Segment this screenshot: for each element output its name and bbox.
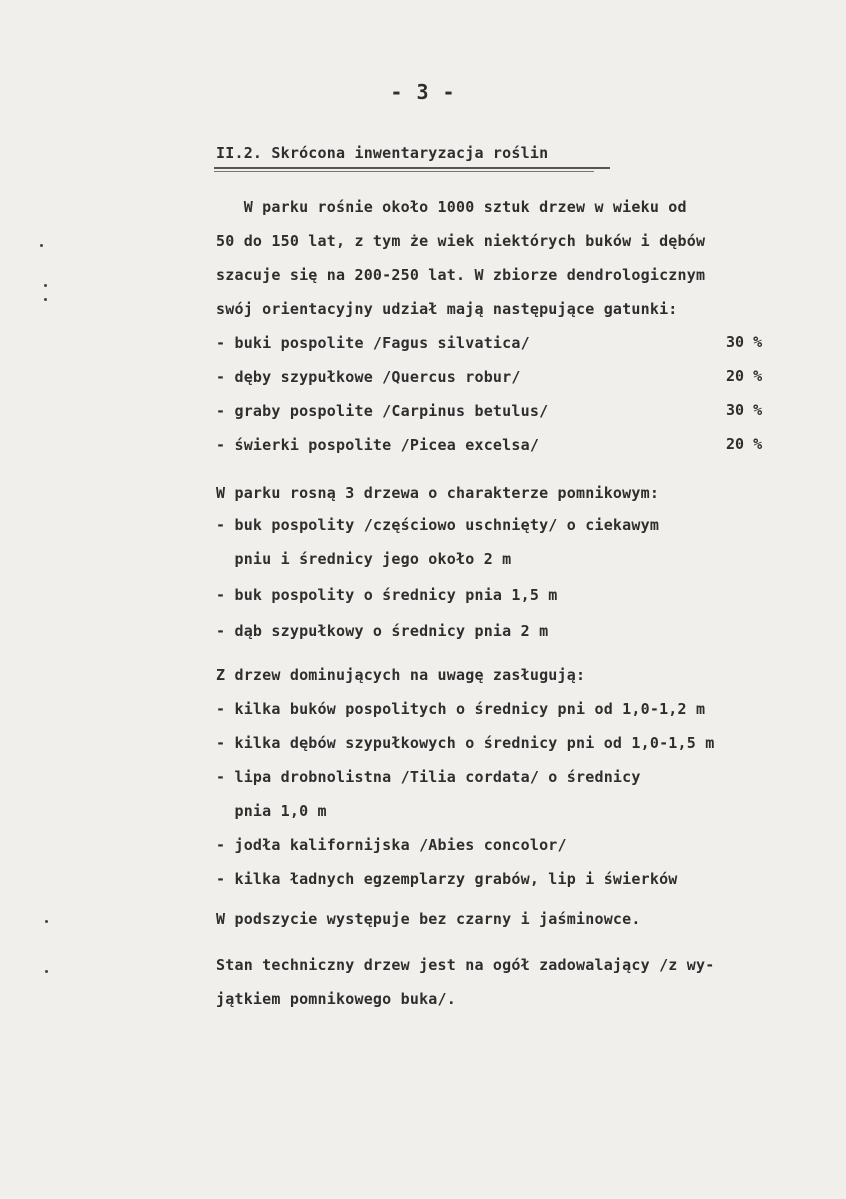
species-item: - buki pospolite /Fagus silvatica/ [216,334,530,352]
paragraph-line: szacuje się na 200-250 lat. W zbiorze dendrologicznym [216,266,706,284]
monuments-item: - dąb szypułkowy o średnicy pnia 2 m [216,622,549,640]
species-item: - graby pospolite /Carpinus betulus/ [216,402,549,420]
dominant-intro: Z drzew dominujących na uwagę zasługują: [216,666,586,684]
species-item: - świerki pospolite /Picea excelsa/ [216,436,540,454]
heading-underline [214,167,610,169]
paragraph-line: 50 do 150 lat, z tym że wiek niektórych buków i dębów [216,232,706,250]
species-share: 20 % [726,435,763,453]
page-number: - 3 - [390,80,456,104]
heading-underline-second [214,171,594,172]
margin-mark [45,970,48,973]
species-share: 20 % [726,367,763,385]
monuments-item: - buk pospolity /częściowo uschnięty/ o ciekawym [216,516,660,534]
dominant-item: - jodła kalifornijska /Abies concolor/ [216,836,567,854]
dominant-item: pnia 1,0 m [216,802,327,820]
species-share: 30 % [726,401,763,419]
condition-line: Stan techniczny drzew jest na ogół zadowalający /z wy- [216,956,715,974]
monuments-intro: W parku rosną 3 drzewa o charakterze pomnikowym: [216,484,660,502]
dominant-item: - lipa drobnolistna /Tilia cordata/ o średnicy [216,768,641,786]
margin-mark [45,920,48,923]
undergrowth-line: W podszycie występuje bez czarny i jaśminowce. [216,910,641,928]
monuments-item: pniu i średnicy jego około 2 m [216,550,512,568]
paragraph-line: swój orientacyjny udział mają następujące gatunki: [216,300,678,318]
species-item: - dęby szypułkowe /Quercus robur/ [216,368,521,386]
monuments-item: - buk pospolity o średnicy pnia 1,5 m [216,586,558,604]
margin-mark [44,284,47,287]
section-heading: II.2. Skrócona inwentaryzacja roślin [216,144,549,162]
species-share: 30 % [726,333,763,351]
paragraph-line: W parku rośnie około 1000 sztuk drzew w wieku od [216,198,687,216]
dominant-item: - kilka dębów szypułkowych o średnicy pni od 1,0-1,5 m [216,734,715,752]
dominant-item: - kilka buków pospolitych o średnicy pni od 1,0-1,2 m [216,700,706,718]
dominant-item: - kilka ładnych egzemplarzy grabów, lip i świerków [216,870,678,888]
margin-mark [40,244,43,247]
condition-line: jątkiem pomnikowego buka/. [216,990,456,1008]
margin-mark [44,298,47,301]
